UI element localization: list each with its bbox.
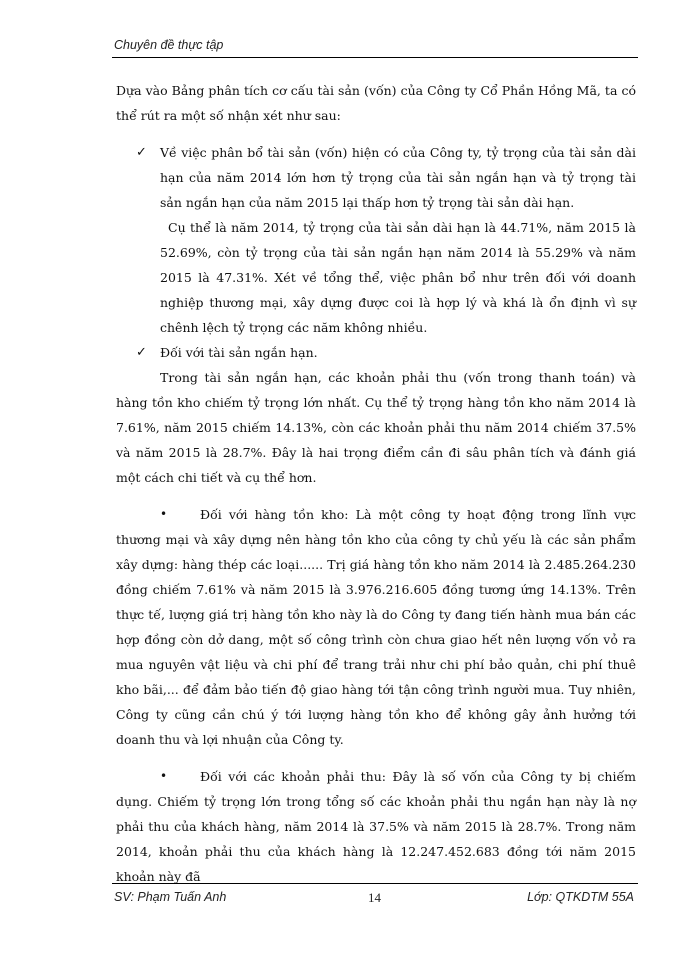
footer-student-name: SV: Phạm Tuấn Anh	[114, 890, 227, 904]
check-item-text: Đối với tài sản ngắn hạn.	[160, 345, 318, 360]
page-body	[116, 78, 636, 889]
bullet-icon: •	[160, 769, 168, 783]
short-term-paragraph: Trong tài sản ngắn hạn, các khoản phải thu (vốn trong thanh toán) và hàng tồn kho chiếm tỷ trọng lớn nhất. Cụ thể tỷ trọng hàng tồn kho năm 2014 là 7.61%, năm 2015 chiếm 14.13%, còn các khoản phải thu năm 2014 chiếm 37.5% và năm 2015 là 28.7%. Đây là hai trọng điểm cần đi sâu phân tích và đánh giá một cách chi tiết và cụ thể hơn.	[116, 370, 636, 485]
page-number: 14	[368, 890, 381, 905]
check-item-text: Về việc phân bổ tài sản (vốn) hiện có của Công ty, tỷ trọng của tài sản dài hạn của năm 2014 lớn hơn tỷ trọng của tài sản ngắn hạn và tỷ trọng tài sản ngắn hạn của năm 2015 lại thấp hơn tỷ trọng tài sản dài hạn.	[160, 145, 636, 210]
bullet-item-text: Đối với các khoản phải thu: Đây là số vốn của Công ty bị chiếm dụng. Chiếm tỷ trọng lớn trong tổng số các khoản phải thu ngắn hạn này là nợ phải thu của khách hàng, năm 2014 là 37.5% và năm 2015 là 28.7%. Trong năm 2014, khoản phải thu của khách hàng là 12.247.452.683 đồng tới năm 2015 khoản này đã	[116, 769, 636, 884]
bullet-item-inventory	[116, 502, 636, 752]
checkmark-icon: ✓	[136, 145, 147, 160]
header-rule	[112, 57, 638, 58]
checkmark-icon: ✓	[136, 345, 147, 360]
check-item-short-term-assets	[116, 340, 636, 365]
footer-rule	[112, 883, 638, 884]
bullet-item-receivables	[116, 764, 636, 889]
page-header-title: Chuyên đề thực tập	[114, 38, 224, 52]
footer-class: Lớp: QTKDTM 55A	[527, 890, 634, 904]
check-item-asset-allocation	[116, 140, 636, 215]
bullet-item-text: Đối với hàng tồn kho: Là một công ty hoạt động trong lĩnh vực thương mại và xây dựng nên hàng tồn kho của công ty chủ yếu là các sản phẩm xây dựng: hàng thép các loại...... Trị giá hàng tồn kho năm 2014 là 2.485.264.230 đồng chiếm 7.61% và năm 2015 là 3.976.216.605 đồng tương ứng 14.13%. Trên thực tế, lượng giá trị hàng tồn kho này là do Công ty đang tiến hành mua bán các hợp đồng còn dở dang, một số công trình còn chưa giao hết nên lượng vốn vỏ ra mua nguyên vật liệu và chi phí để trang trải như chi phí bảo quản, chi phí thuê kho bãi,... để đảm bảo tiến độ giao hàng tới tận công trình người mua. Tuy nhiên, Công ty cũng cần chú ý tới lượng hàng tồn kho để không gây ảnh hưởng tới doanh thu và lợi nhuận của Công ty.	[116, 507, 636, 747]
intro-paragraph: Dựa vào Bảng phân tích cơ cấu tài sản (vốn) của Công ty Cổ Phần Hồng Mã, ta có thể rút ra một số nhận xét như sau:	[116, 83, 636, 123]
asset-allocation-detail: Cụ thể là năm 2014, tỷ trọng của tài sản dài hạn là 44.71%, năm 2015 là 52.69%, còn tỷ trọng của tài sản ngắn hạn năm 2014 là 55.29% và năm 2015 là 47.31%. Xét về tổng thể, việc phân bổ như trên đối với doanh nghiệp thương mại, xây dựng được coi là hợp lý và khá là ổn định vì sự chênh lệch tỷ trọng các năm không nhiều.	[160, 220, 636, 335]
bullet-icon: •	[160, 507, 168, 521]
